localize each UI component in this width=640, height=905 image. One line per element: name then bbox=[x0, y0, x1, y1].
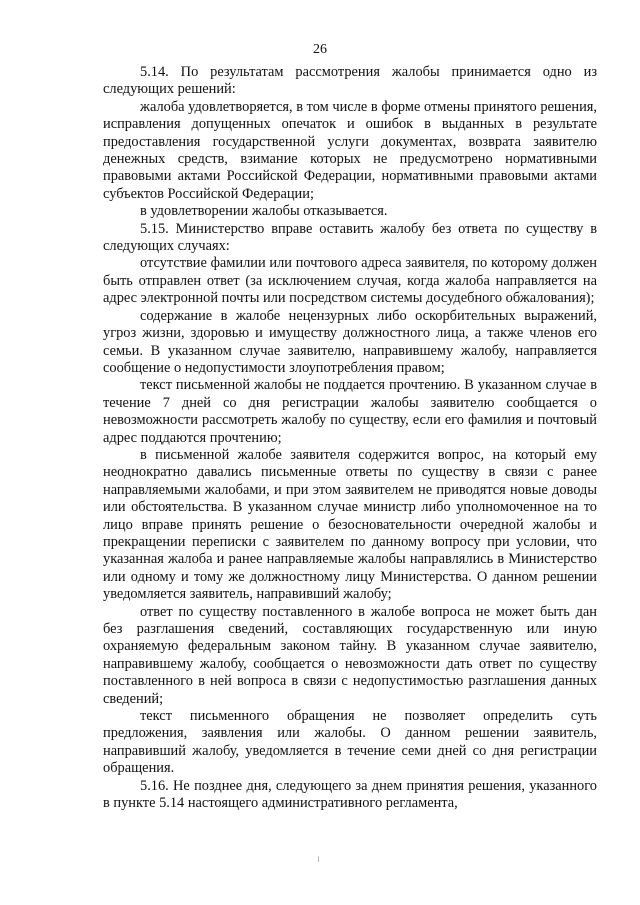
page-number: 26 bbox=[313, 42, 327, 57]
paragraph-complaint-refused: в удовлетворении жалобы отказывается. bbox=[140, 203, 388, 220]
paragraph-repeated-question: в письменной жалобе заявителя содержится вопрос, на который ему неоднократно давались письменные ответы по существу в связи с ранее направляемыми жалобами, и при этом заявителем не приводятся новые доводы или обстоятельства. В указанном случае министр либо уполномоченное на то лицо вправе принять решение о безосновательности очередной жалобы и прекращении переписки с заявителем по данному вопросу при условии, что указанная жалоба и ранее направляемые жалобы направлялись в Министерство или одному и тому же должностному лицу Министерства. О данном решении уведомляется заявитель, направивший жалобу; bbox=[103, 446, 597, 603]
paragraph-complaint-satisfied: жалоба удовлетворяется, в том числе в форме отмены принятого решения, исправления допущенных опечаток и ошибок в выданных в результате предоставления государственной услуги документах, возврата заявителю денежных средств, взимание которых не предусмотрено нормативными правовыми актами Российской Федерации, нормативными правовыми актами субъектов Российской Федерации; bbox=[103, 98, 597, 202]
paragraph-state-secret: ответ по существу поставленного в жалобе вопроса не может быть дан без разглашения сведений, составляющих государственную или иную охраняемую федеральным законом тайну. В указанном случае заявителю, направившему жалобу, сообщается о невозможности дать ответ по существу поставленного в ней вопроса в связи с недопустимостью разглашения данных сведений; bbox=[103, 603, 597, 707]
paragraph-obscene-content: содержание в жалобе нецензурных либо оскорбительных выражений, угроз жизни, здоровью и имуществу должностного лица, а также членов его семьи. В указанном случае заявителю, направившему жалобу, направляется сообщение о недопустимости злоупотребления правом; bbox=[103, 307, 597, 376]
paragraph-no-name-or-address: отсутствие фамилии или почтового адреса заявителя, по которому должен быть отправлен ответ (за исключением случая, когда жалоба направляется на адрес электронной почты или посредством системы досудебного обжалования); bbox=[103, 255, 597, 307]
document-body bbox=[103, 64, 597, 812]
scan-mark bbox=[318, 856, 319, 862]
paragraph-unclear-essence: текст письменного обращения не позволяет определить суть предложения, заявления или жалобы. О данном решении заявитель, направивший жалобу, уведомляется в течение семи дней со дня регистрации обращения. bbox=[103, 708, 597, 777]
paragraph-5-16: 5.16. Не позднее дня, следующего за днем принятия решения, указанного в пункте 5.14 настоящего административного регламента, bbox=[103, 777, 597, 812]
paragraph-5-14: 5.14. По результатам рассмотрения жалобы принимается одно из следующих решений: bbox=[103, 64, 597, 98]
paragraph-illegible-text: текст письменной жалобы не поддается прочтению. В указанном случае в течение 7 дней со дня регистрации жалобы заявителю сообщается о невозможности рассмотреть жалобу по существу, если его фамилия и почтовый адрес поддаются прочтению; bbox=[103, 377, 597, 446]
paragraph-5-15: 5.15. Министерство вправе оставить жалобу без ответа по существу в следующих случаях: bbox=[103, 220, 597, 255]
